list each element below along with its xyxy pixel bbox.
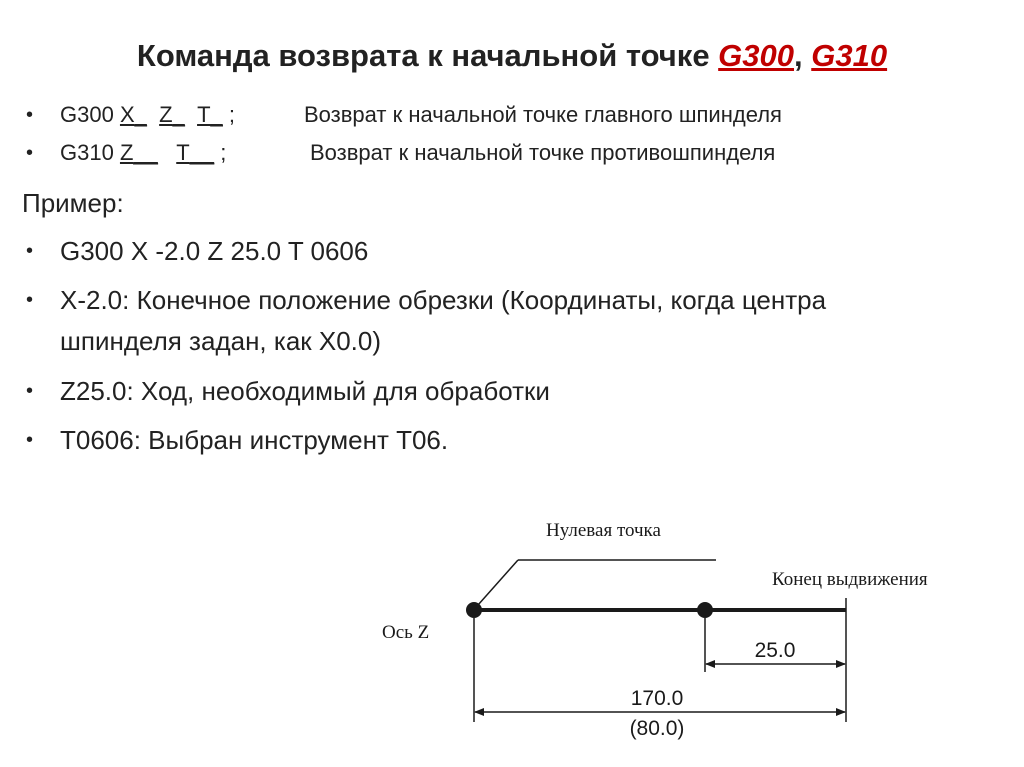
bullet-icon: • <box>26 380 34 402</box>
total-dimension-value: 170.0 <box>630 687 684 710</box>
command-description-g310: Возврат к начальной точке противошпинделя <box>310 140 776 165</box>
x-note-line1: X-2.0: Конечное положение обрезки (Координаты, когда центра <box>60 285 827 315</box>
command-description-g300: Возврат к начальной точке главного шпинделя <box>304 102 782 127</box>
bullet-icon: • <box>26 240 34 262</box>
field-t: T_ <box>197 102 223 127</box>
zero-point-marker <box>466 602 482 618</box>
leader-line-diagonal <box>478 560 518 605</box>
tool-position-marker <box>697 602 713 618</box>
z-note: Z25.0: Ход, необходимый для обработки <box>60 376 550 406</box>
title-separator: , <box>794 38 812 73</box>
field-t: T__ <box>176 140 215 165</box>
bullet-icon: • <box>26 289 34 311</box>
zero-point-label: Нулевая точка <box>546 520 661 541</box>
command-code: G300 <box>60 102 114 127</box>
title-prefix: Команда возврата к начальной точке <box>136 38 719 73</box>
stroke-dimension-value: 25.0 <box>754 639 796 662</box>
bullet-icon: • <box>26 429 34 451</box>
axis-label: Ось Z <box>382 622 430 643</box>
example-command: G300 X -2.0 Z 25.0 T 0606 <box>60 236 369 266</box>
bullet-icon: • <box>26 142 34 164</box>
command-code: G310 <box>60 140 114 165</box>
field-x: X_ <box>119 102 147 127</box>
field-z: Z__ <box>119 140 158 165</box>
total-dimension-alt-value: (80.0) <box>629 717 685 740</box>
bullet-icon: • <box>26 104 34 126</box>
x-note-line2: шпинделя задан, как X0.0) <box>60 326 382 356</box>
field-z: Z_ <box>159 102 185 127</box>
title-code-g300: G300 <box>718 38 795 73</box>
command-terminator: ; <box>228 102 236 127</box>
stroke-end-label: Конец выдвижения <box>772 569 928 590</box>
command-terminator: ; <box>220 140 227 165</box>
t-note: T0606: Выбран инструмент T06. <box>60 425 449 455</box>
example-heading: Пример: <box>22 188 124 218</box>
title-code-g310: G310 <box>811 38 888 73</box>
